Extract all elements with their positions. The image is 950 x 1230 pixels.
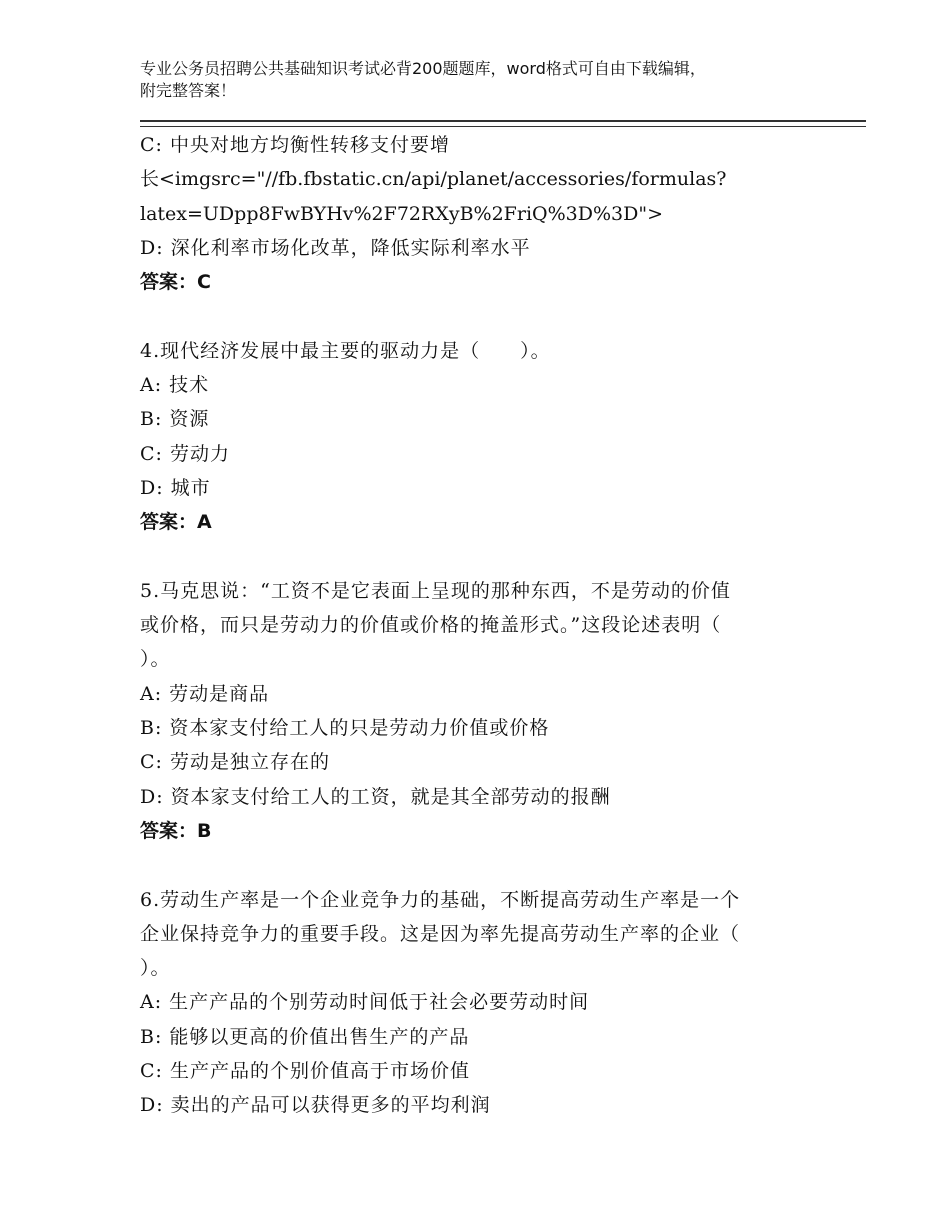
option-c: C: 劳动是独立存在的 bbox=[140, 751, 330, 774]
question-3-tail bbox=[140, 128, 840, 299]
answer-label: 答案：B bbox=[140, 819, 212, 842]
option-c-line-1: C: 中央对地方均衡性转移支付要增 bbox=[140, 134, 450, 156]
question-stem-line-3: ）。 bbox=[140, 957, 171, 980]
spacer bbox=[140, 299, 840, 333]
spacer bbox=[140, 540, 840, 574]
question-list bbox=[140, 128, 840, 1123]
option-d: D: 深化利率市场化改革，降低实际利率水平 bbox=[140, 236, 531, 259]
option-a: A: 生产产品的个别劳动时间低于社会必要劳动时间 bbox=[140, 991, 590, 1014]
option-b: B: 能够以更高的价值出售生产的产品 bbox=[140, 1025, 470, 1048]
question-5 bbox=[140, 574, 840, 848]
question-6 bbox=[140, 883, 840, 1123]
question-stem: 4.现代经济发展中最主要的驱动力是（ ）。 bbox=[140, 339, 551, 362]
question-stem-line-1: 6.劳动生产率是一个企业竞争力的基础，不断提高劳动生产率是一个 bbox=[140, 888, 741, 911]
option-c: C: 生产产品的个别价值高于市场价值 bbox=[140, 1060, 470, 1083]
option-d: D: 城市 bbox=[140, 476, 211, 499]
option-c-line-3: latex=UDpp8FwBYHv%2F72RXyB%2FriQ%3D%3D"> bbox=[140, 202, 664, 225]
header-line-1: 专业公务员招聘公共基础知识考试必背200题题库，word格式可自由下载编辑， bbox=[140, 59, 706, 78]
option-a: A: 劳动是商品 bbox=[140, 682, 270, 705]
option-c: C: 劳动力 bbox=[140, 442, 230, 465]
page-header bbox=[140, 58, 840, 102]
option-d: D: 资本家支付给工人的工资，就是其全部劳动的报酬 bbox=[140, 785, 611, 808]
option-c-line-2: 长<imgsrc="//fb.fbstatic.cn/api/planet/accessories/formulas? bbox=[140, 168, 727, 191]
option-b: B: 资本家支付给工人的只是劳动力价值或价格 bbox=[140, 717, 550, 740]
header-divider bbox=[140, 120, 866, 127]
option-a: A: 技术 bbox=[140, 374, 210, 397]
option-d: D: 卖出的产品可以获得更多的平均利润 bbox=[140, 1094, 491, 1117]
question-stem-line-2: 企业保持竞争力的重要手段。这是因为率先提高劳动生产率的企业（ bbox=[140, 922, 741, 945]
question-stem-line-3: ）。 bbox=[140, 648, 171, 671]
answer-label: 答案：C bbox=[140, 271, 211, 294]
header-line-2: 附完整答案！ bbox=[140, 81, 237, 100]
spacer bbox=[140, 848, 840, 882]
answer-label: 答案：A bbox=[140, 511, 212, 534]
question-stem-line-1: 5.马克思说：“工资不是它表面上呈现的那种东西，不是劳动的价值 bbox=[140, 579, 731, 602]
question-4 bbox=[140, 334, 840, 540]
question-stem-line-2: 或价格，而只是劳动力的价值或价格的掩盖形式。”这段论述表明（ bbox=[140, 614, 722, 637]
option-b: B: 资源 bbox=[140, 408, 210, 431]
